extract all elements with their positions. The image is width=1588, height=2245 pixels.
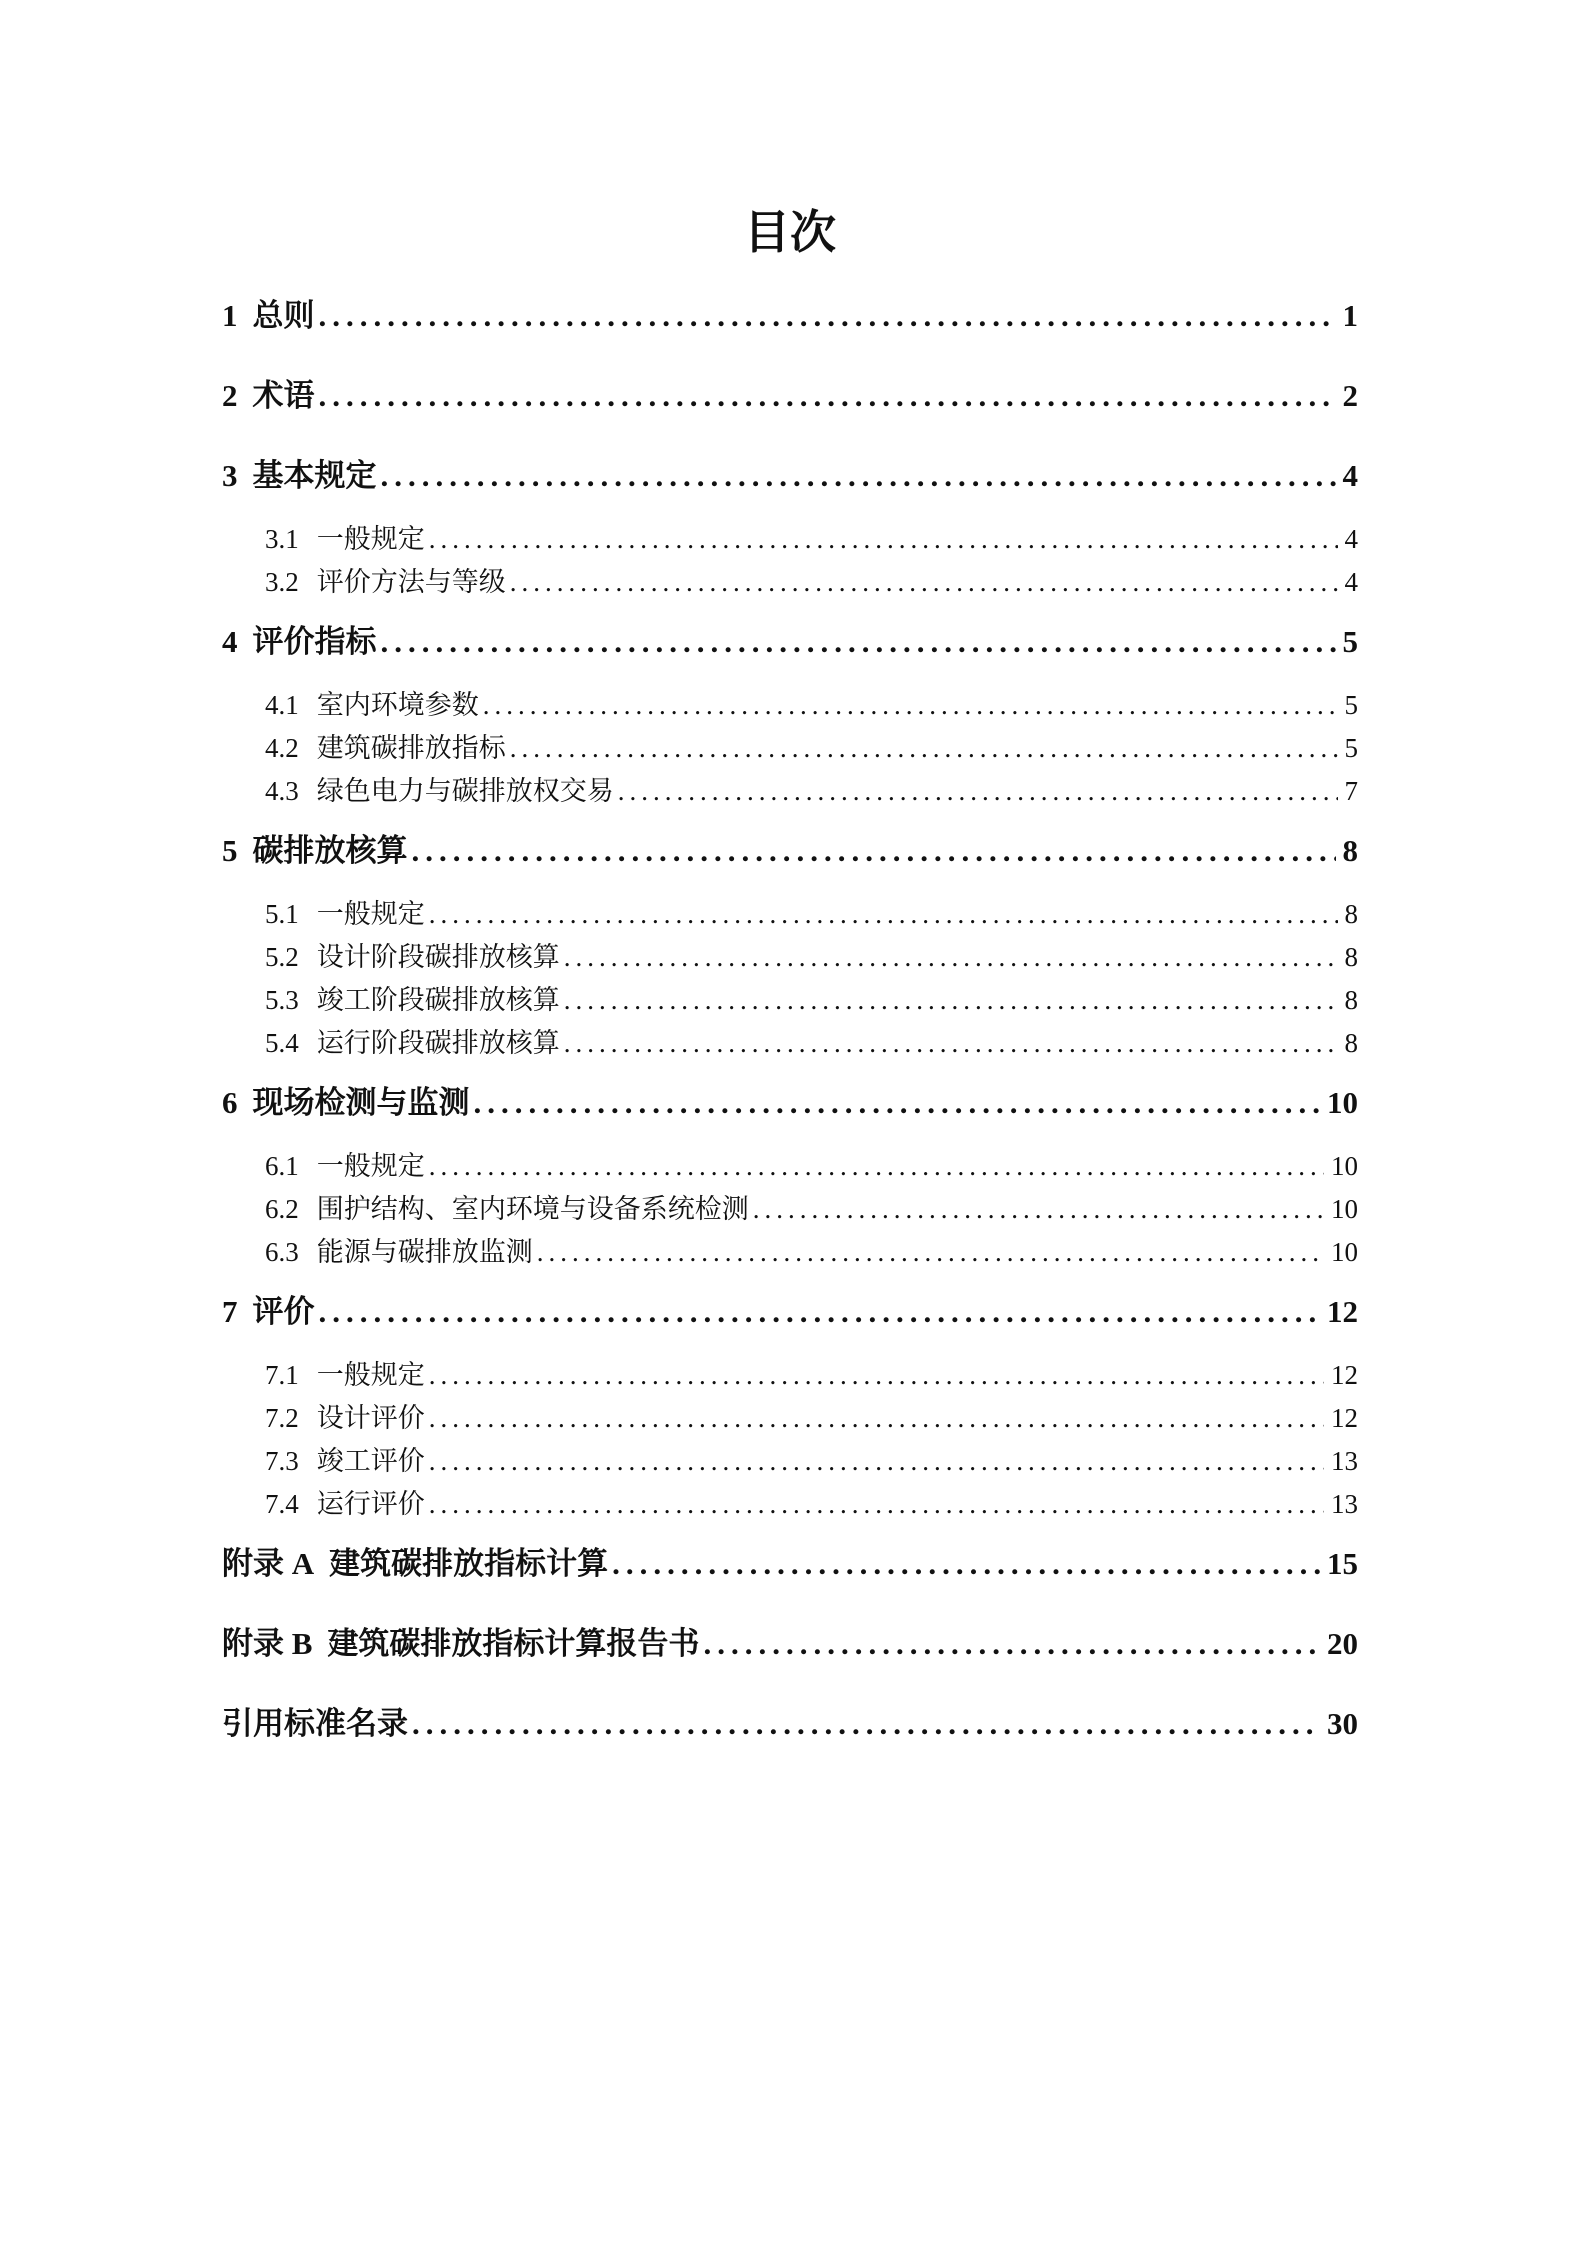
dot-leader bbox=[429, 893, 1338, 936]
toc-entry bbox=[222, 936, 1358, 979]
dot-leader bbox=[703, 1624, 1320, 1664]
toc-entry-title: 竣工评价 bbox=[316, 1446, 425, 1476]
toc-entry bbox=[222, 1022, 1358, 1065]
toc-entry-page: 13 bbox=[1331, 1446, 1358, 1476]
toc-entry-page: 5 bbox=[1344, 690, 1358, 720]
dot-leader bbox=[412, 1704, 1320, 1744]
toc-entry-number: 5.2 bbox=[265, 942, 299, 972]
toc-entry-title: 术语 bbox=[252, 378, 315, 413]
dot-leader bbox=[319, 1292, 1321, 1332]
toc-entry-number: 5.1 bbox=[265, 899, 299, 929]
dot-leader bbox=[429, 1145, 1324, 1188]
toc-entry-page: 1 bbox=[1342, 298, 1358, 333]
toc-entry-number: 7 bbox=[222, 1294, 238, 1329]
toc-entry-page: 8 bbox=[1344, 899, 1358, 929]
dot-leader bbox=[381, 456, 1336, 496]
toc-entry-title: 运行阶段碳排放核算 bbox=[316, 1028, 560, 1058]
toc-entry-title: 碳排放核算 bbox=[252, 833, 408, 868]
toc-entry-number: 7.1 bbox=[265, 1360, 299, 1390]
toc-entry bbox=[222, 1544, 1358, 1584]
toc-entry bbox=[222, 1483, 1358, 1526]
toc-entry bbox=[222, 518, 1358, 561]
toc-entry-number: 4.1 bbox=[265, 690, 299, 720]
dot-leader bbox=[429, 1354, 1324, 1397]
toc-entry-page: 5 bbox=[1344, 733, 1358, 763]
toc-entry-title: 评价指标 bbox=[252, 624, 377, 659]
toc-entry bbox=[222, 893, 1358, 936]
dot-leader bbox=[429, 1483, 1324, 1526]
toc-entry-title: 一般规定 bbox=[316, 1151, 425, 1181]
toc-entry-title: 现场检测与监测 bbox=[252, 1085, 470, 1120]
toc-entry bbox=[222, 561, 1358, 604]
toc-entry bbox=[222, 1145, 1358, 1188]
toc-entry-title: 引用标准名录 bbox=[222, 1706, 408, 1741]
toc-entry-page: 4 bbox=[1344, 567, 1358, 597]
toc-entry-page: 10 bbox=[1327, 1085, 1358, 1120]
dot-leader bbox=[474, 1083, 1321, 1123]
dot-leader bbox=[564, 979, 1338, 1022]
toc-entry-title: 建筑碳排放指标计算报告书 bbox=[327, 1626, 700, 1661]
dot-leader bbox=[381, 622, 1336, 662]
toc-entry-page: 2 bbox=[1342, 378, 1358, 413]
toc-entry-number: 7.4 bbox=[265, 1489, 299, 1519]
toc-entry bbox=[222, 456, 1358, 496]
toc-entry-page: 8 bbox=[1342, 833, 1358, 868]
dot-leader bbox=[483, 684, 1338, 727]
toc-entry-title: 建筑碳排放指标 bbox=[316, 733, 506, 763]
toc-entry bbox=[222, 1440, 1358, 1483]
toc-entry-number: 6.3 bbox=[265, 1237, 299, 1267]
toc-entry-title: 竣工阶段碳排放核算 bbox=[316, 985, 560, 1015]
toc-entry bbox=[222, 979, 1358, 1022]
toc-entry bbox=[222, 1624, 1358, 1664]
toc-entry-number: 1 bbox=[222, 298, 238, 333]
toc-entry-page: 4 bbox=[1344, 524, 1358, 554]
toc-entry-title: 评价 bbox=[252, 1294, 315, 1329]
toc-entry-number: 6 bbox=[222, 1085, 238, 1120]
toc-entry-title: 绿色电力与碳排放权交易 bbox=[316, 776, 614, 806]
toc-entry-page: 8 bbox=[1344, 1028, 1358, 1058]
toc-entry bbox=[222, 1083, 1358, 1123]
toc-entry-title: 室内环境参数 bbox=[316, 690, 479, 720]
toc-entry bbox=[222, 1231, 1358, 1274]
toc-entry-number: 3.1 bbox=[265, 524, 299, 554]
toc-entry-page: 30 bbox=[1327, 1706, 1358, 1741]
dot-leader bbox=[429, 518, 1338, 561]
toc-entry bbox=[222, 1188, 1358, 1231]
toc-entry-page: 7 bbox=[1344, 776, 1358, 806]
dot-leader bbox=[319, 376, 1336, 416]
toc-entry-page: 8 bbox=[1344, 942, 1358, 972]
toc-entry bbox=[222, 727, 1358, 770]
toc-entry-title: 基本规定 bbox=[252, 458, 377, 493]
toc-entry bbox=[222, 376, 1358, 416]
toc-entry-title: 设计阶段碳排放核算 bbox=[316, 942, 560, 972]
dot-leader bbox=[510, 561, 1338, 604]
toc-entry-number: 附录 A bbox=[222, 1546, 315, 1581]
toc-entry-page: 15 bbox=[1327, 1546, 1358, 1581]
toc-entry-number: 2 bbox=[222, 378, 238, 413]
toc-entry-number: 4 bbox=[222, 624, 238, 659]
toc-entry-number: 4.2 bbox=[265, 733, 299, 763]
toc-entry-title: 一般规定 bbox=[316, 524, 425, 554]
toc-entry-title: 一般规定 bbox=[316, 1360, 425, 1390]
toc-entry bbox=[222, 1292, 1358, 1332]
toc-entry-number: 5 bbox=[222, 833, 238, 868]
toc-entry bbox=[222, 1704, 1358, 1744]
toc-entry-page: 10 bbox=[1331, 1151, 1358, 1181]
toc-entry-number: 3 bbox=[222, 458, 238, 493]
toc-entry bbox=[222, 1397, 1358, 1440]
toc-entry-page: 12 bbox=[1331, 1360, 1358, 1390]
toc-entry-title: 总则 bbox=[252, 298, 315, 333]
dot-leader bbox=[612, 1544, 1320, 1584]
toc-entry-title: 设计评价 bbox=[316, 1403, 425, 1433]
toc-list bbox=[222, 278, 1358, 1766]
dot-leader bbox=[564, 1022, 1338, 1065]
toc-entry-number: 5.4 bbox=[265, 1028, 299, 1058]
toc-entry-number: 6.2 bbox=[265, 1194, 299, 1224]
toc-entry-number: 6.1 bbox=[265, 1151, 299, 1181]
toc-entry bbox=[222, 622, 1358, 662]
toc-entry bbox=[222, 831, 1358, 871]
toc-entry-number: 5.3 bbox=[265, 985, 299, 1015]
toc-entry-page: 8 bbox=[1344, 985, 1358, 1015]
toc-entry-page: 4 bbox=[1342, 458, 1358, 493]
toc-entry-number: 3.2 bbox=[265, 567, 299, 597]
toc-entry-page: 10 bbox=[1331, 1237, 1358, 1267]
dot-leader bbox=[564, 936, 1338, 979]
toc-entry-page: 12 bbox=[1331, 1403, 1358, 1433]
toc-entry-title: 运行评价 bbox=[316, 1489, 425, 1519]
dot-leader bbox=[510, 727, 1338, 770]
toc-entry-title: 一般规定 bbox=[316, 899, 425, 929]
dot-leader bbox=[537, 1231, 1324, 1274]
toc-entry-title: 围护结构、室内环境与设备系统检测 bbox=[316, 1194, 749, 1224]
page-title: 目次 bbox=[744, 207, 836, 258]
dot-leader bbox=[753, 1188, 1324, 1231]
toc-entry bbox=[222, 684, 1358, 727]
toc-entry-page: 20 bbox=[1327, 1626, 1358, 1661]
dot-leader bbox=[412, 831, 1336, 871]
toc-entry-page: 5 bbox=[1342, 624, 1358, 659]
dot-leader bbox=[429, 1397, 1324, 1440]
toc-entry-number: 附录 B bbox=[222, 1626, 313, 1661]
toc-entry bbox=[222, 296, 1358, 336]
toc-entry bbox=[222, 770, 1358, 813]
toc-entry-page: 12 bbox=[1327, 1294, 1358, 1329]
toc-entry-page: 13 bbox=[1331, 1489, 1358, 1519]
toc-entry-number: 4.3 bbox=[265, 776, 299, 806]
dot-leader bbox=[618, 770, 1338, 813]
dot-leader bbox=[319, 296, 1336, 336]
toc-entry-number: 7.3 bbox=[265, 1446, 299, 1476]
toc-entry-page: 10 bbox=[1331, 1194, 1358, 1224]
toc-entry-number: 7.2 bbox=[265, 1403, 299, 1433]
toc-entry-title: 能源与碳排放监测 bbox=[316, 1237, 533, 1267]
toc-entry-title: 建筑碳排放指标计算 bbox=[329, 1546, 609, 1581]
toc-entry bbox=[222, 1354, 1358, 1397]
dot-leader bbox=[429, 1440, 1324, 1483]
toc-entry-title: 评价方法与等级 bbox=[316, 567, 506, 597]
